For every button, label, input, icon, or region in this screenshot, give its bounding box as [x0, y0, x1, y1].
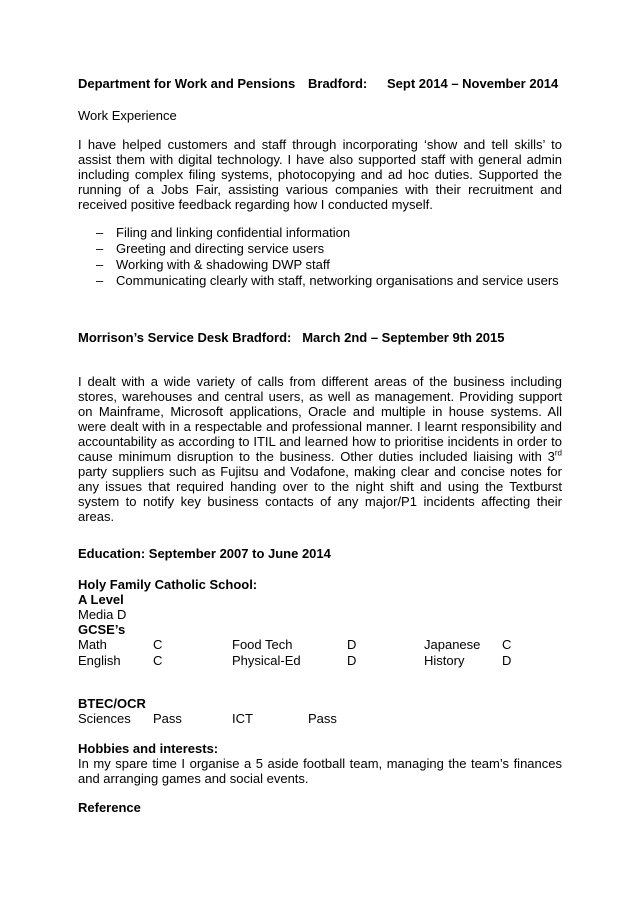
job1-description: I have helped customers and staff through incorporating ‘show and tell skills’ to assist them with digital technology. I have also supported staff with general admin including complex filing systems, photocopying and ad hoc duties. Supported the running of a Jobs Fair, assisting various companies with their recruitment and received positive feedback regarding how I conducted myself. — [78, 137, 562, 212]
job1-employer: Department for Work and Pensions — [78, 76, 296, 91]
job2-description: I dealt with a wide variety of calls from different areas of the business including stores, warehouses and central users, as well as management. Providing support on Mainframe, Microsoft applications, Oracle and multiple in house systems. All were dealt with in a respectable and professional manner. I learnt responsibility and accountability as according to ITIL and learned how to prioritise incidents in order to cause minimum disruption to the business. Other duties included liaising with 3rd party suppliers such as Fujitsu and Vodafone, making clear and concise notes for any issues that required handing over to the night shift and using the Textburst system to notify key business contacts of any major/P1 incidents affecting their areas. — [78, 374, 562, 524]
list-item: – Working with & shadowing DWP staff — [96, 257, 330, 272]
list-item: – Greeting and directing service users — [96, 241, 325, 256]
hobbies-text: In my spare time I organise a 5 aside football team, managing the team’s finances and arranging games and social events. — [78, 756, 562, 786]
a-level-heading: A Level — [78, 592, 124, 607]
job1-bullet-list — [78, 225, 562, 289]
job1-subtitle: Work Experience — [78, 108, 177, 123]
job1-heading — [78, 76, 562, 92]
cv-page — [78, 76, 562, 815]
dash-bullet-icon: – — [96, 241, 104, 256]
list-item: – Filing and linking confidential information — [96, 225, 351, 240]
reference-heading: Reference — [78, 800, 141, 815]
hobbies-heading: Hobbies and interests: — [78, 741, 219, 756]
education-heading: Education: September 2007 to June 2014 — [78, 546, 331, 561]
job1-location: Bradford: — [308, 76, 368, 91]
a-level-subject: Media D — [78, 607, 127, 622]
gcse-row: Math C Food Tech D Japanese C — [78, 637, 512, 652]
gcse-heading: GCSE’s — [78, 622, 126, 637]
dash-bullet-icon: – — [96, 225, 104, 240]
btec-row: Sciences Pass ICT Pass — [78, 711, 337, 726]
dash-bullet-icon: – — [96, 257, 104, 272]
btec-heading: BTEC/OCR — [78, 696, 146, 711]
job1-dates: Sept 2014 – November 2014 — [387, 76, 559, 91]
gcse-row: English C Physical-Ed D History D — [78, 653, 512, 668]
job2-heading: Morrison’s Service Desk Bradford: March 2nd – September 9th 2015 — [78, 330, 505, 345]
list-item: – Communicating clearly with staff, networking organisations and service users — [96, 273, 559, 288]
dash-bullet-icon: – — [96, 273, 104, 288]
school-name: Holy Family Catholic School: — [78, 577, 258, 592]
